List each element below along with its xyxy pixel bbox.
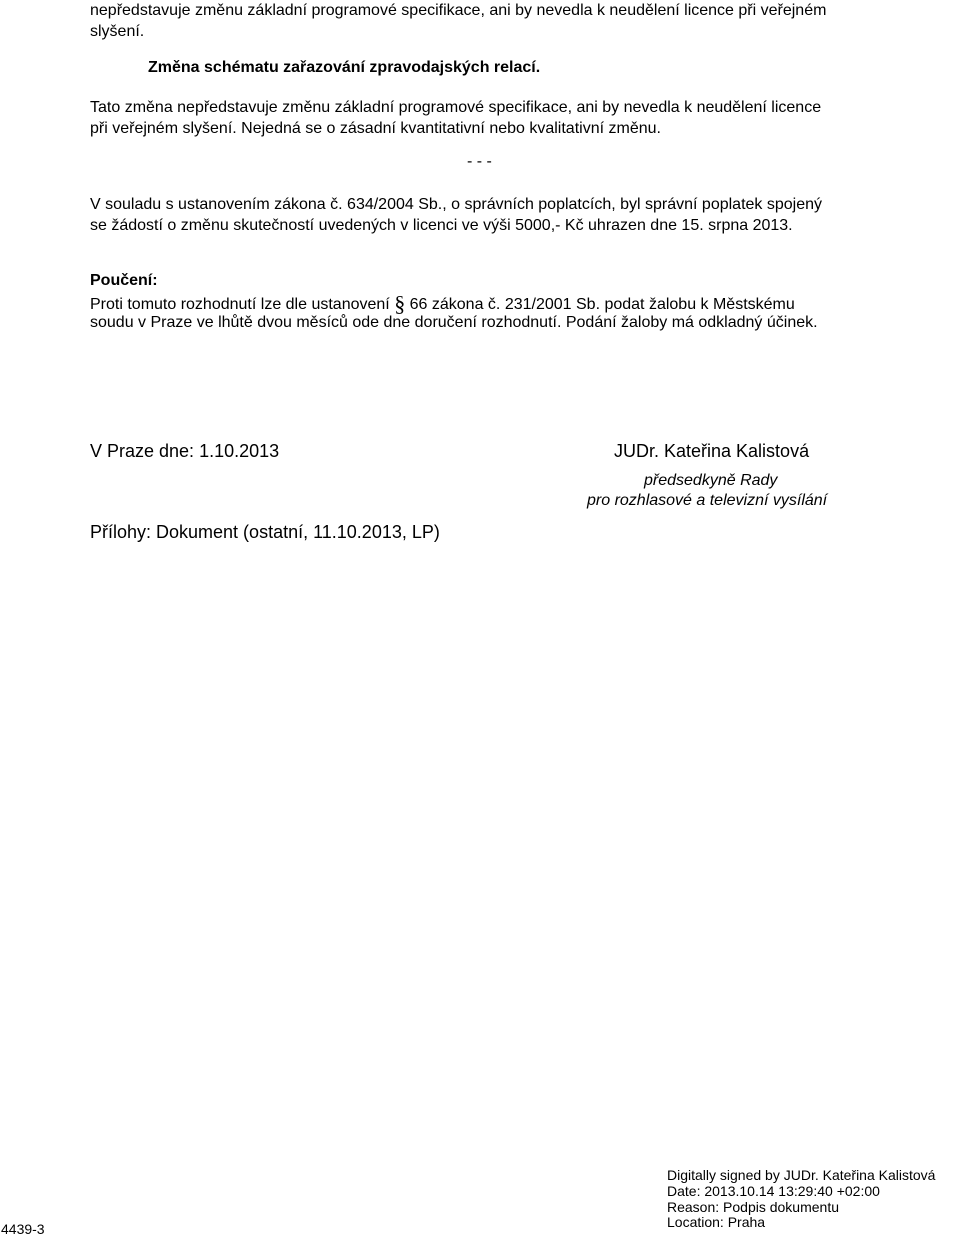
instruction-line-1-before: Proti tomuto rozhodnutí lze dle ustanovení	[90, 296, 390, 313]
change-heading: Změna schématu zařazování zpravodajských relací.	[148, 59, 541, 76]
signatory-role-1: předsedkyně Rady	[644, 472, 778, 489]
page-number: 4439-3	[1, 1221, 45, 1237]
section-symbol: §	[394, 291, 406, 316]
fee-text-line-2: se žádostí o změnu skutečností uvedených v licenci ve výši 5000,- Kč uhrazen dne 15. srpna 2013.	[90, 217, 793, 234]
top-text-line-1: nepředstavuje změnu základní programové specifikace, ani by nevedla k neudělení licence při veřejném	[90, 2, 827, 19]
digital-signature-line-1: Digitally signed by JUDr. Kateřina Kalistová	[667, 1167, 936, 1183]
instruction-line-2: soudu v Praze ve lhůtě dvou měsíců ode dne doručení rozhodnutí. Podání žaloby má odkladný účinek.	[90, 314, 818, 331]
top-text-line-2: slyšení.	[90, 23, 145, 40]
fee-text-line-1: V souladu s ustanovením zákona č. 634/2004 Sb., o správních poplatcích, byl správní poplatek spojený	[90, 196, 823, 213]
signatory-name: JUDr. Kateřina Kalistová	[614, 441, 810, 461]
change-text-line-1: Tato změna nepředstavuje změnu základní programové specifikace, ani by nevedla k neudělení licence	[90, 99, 822, 116]
instruction-heading: Poučení:	[90, 272, 158, 289]
separator: - - -	[467, 153, 492, 170]
change-text-line-2: při veřejném slyšení. Nejedná se o zásadní kvantitativní nebo kvalitativní změnu.	[90, 120, 661, 137]
digital-signature-line-3: Reason: Podpis dokumentu	[667, 1199, 839, 1215]
attachments: Přílohy: Dokument (ostatní, 11.10.2013, LP)	[90, 522, 440, 542]
digital-signature-line-4: Location: Praha	[667, 1214, 766, 1230]
digital-signature-line-2: Date: 2013.10.14 13:29:40 +02:00	[667, 1183, 880, 1199]
instruction-line-1-after: 66 zákona č. 231/2001 Sb. podat žalobu k Městskému	[409, 296, 795, 313]
signatory-role-2: pro rozhlasové a televizní vysílání	[587, 492, 828, 509]
place-date: V Praze dne: 1.10.2013	[90, 441, 280, 461]
